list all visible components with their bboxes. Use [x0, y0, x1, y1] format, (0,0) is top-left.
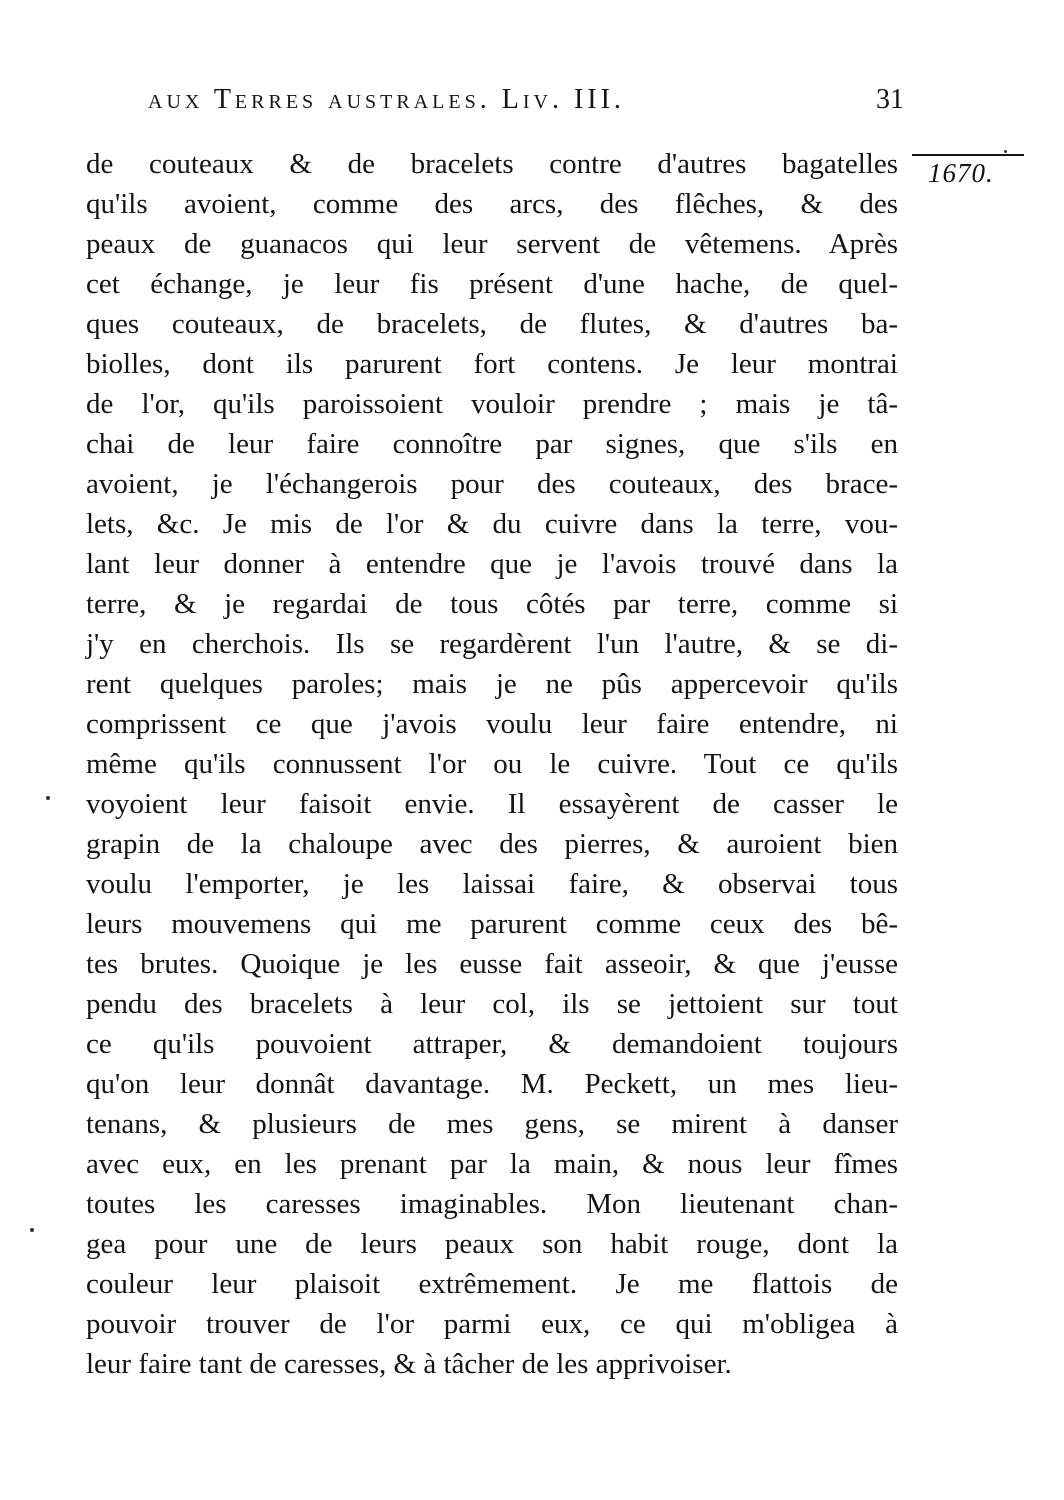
- text-line: ques couteaux, de bracelets, de flutes, & d'autres ba-: [86, 308, 898, 340]
- margin-year-note: 1670.: [928, 158, 994, 188]
- text-line: cet échange, je leur fis présent d'une hache, de quel-: [86, 268, 898, 300]
- text-line: lets, &c. Je mis de l'or & du cuivre dans la terre, vou-: [86, 508, 898, 540]
- text-line: de l'or, qu'ils paroissoient vouloir prendre ; mais je tâ-: [86, 388, 898, 420]
- text-line: terre, & je regardai de tous côtés par terre, comme si: [86, 588, 898, 620]
- text-line: gea pour une de leurs peaux son habit rouge, dont la: [86, 1228, 898, 1260]
- text-line: qu'ils avoient, comme des arcs, des flêches, & des: [86, 188, 898, 220]
- text-line: tenans, & plusieurs de mes gens, se mirent à danser: [86, 1108, 898, 1140]
- text-line: même qu'ils connussent l'or ou le cuivre. Tout ce qu'ils: [86, 748, 898, 780]
- text-line: biolles, dont ils parurent fort contens. Je leur montrai: [86, 348, 898, 380]
- ink-speck: [46, 796, 50, 800]
- margin-rule: [912, 154, 1024, 156]
- running-head-title: aux Terres australes. Liv. III.: [148, 84, 625, 115]
- text-line: pendu des bracelets à leur col, ils se jettoient sur tout: [86, 988, 898, 1020]
- text-line: tes brutes. Quoique je les eusse fait asseoir, & que j'eusse: [86, 948, 898, 980]
- text-line: peaux de guanacos qui leur servent de vêtemens. Après: [86, 228, 898, 260]
- text-line: leurs mouvemens qui me parurent comme ceux des bê-: [86, 908, 898, 940]
- running-head: [148, 84, 908, 124]
- text-line: pouvoir trouver de l'or parmi eux, ce qui m'obligea à: [86, 1308, 898, 1340]
- text-line: voyoient leur faisoit envie. Il essayèrent de casser le: [86, 788, 898, 820]
- text-line: lant leur donner à entendre que je l'avois trouvé dans la: [86, 548, 898, 580]
- ink-speck: [30, 1228, 34, 1232]
- text-line: chai de leur faire connoître par signes, que s'ils en: [86, 428, 898, 460]
- text-line: qu'on leur donnât davantage. M. Peckett, un mes lieu-: [86, 1068, 898, 1100]
- text-line: j'y en cherchois. Ils se regardèrent l'un l'autre, & se di-: [86, 628, 898, 660]
- text-line: de couteaux & de bracelets contre d'autres bagatelles: [86, 148, 898, 180]
- ink-speck: [1004, 150, 1007, 153]
- text-line: avec eux, en les prenant par la main, & nous leur fîmes: [86, 1148, 898, 1180]
- text-line: couleur leur plaisoit extrêmement. Je me flattois de: [86, 1268, 898, 1300]
- text-line: leur faire tant de caresses, & à tâcher de les apprivoiser.: [86, 1348, 732, 1380]
- text-line: toutes les caresses imaginables. Mon lieutenant chan-: [86, 1188, 898, 1220]
- text-line: avoient, je l'échangerois pour des couteaux, des brace-: [86, 468, 898, 500]
- page-number: 31: [876, 84, 904, 115]
- text-line: comprissent ce que j'avois voulu leur faire entendre, ni: [86, 708, 898, 740]
- text-line: rent quelques paroles; mais je ne pûs appercevoir qu'ils: [86, 668, 898, 700]
- body-text: [86, 144, 898, 1384]
- text-line: ce qu'ils pouvoient attraper, & demandoient toujours: [86, 1028, 898, 1060]
- text-line: voulu l'emporter, je les laissai faire, & observai tous: [86, 868, 898, 900]
- text-line: grapin de la chaloupe avec des pierres, & auroient bien: [86, 828, 898, 860]
